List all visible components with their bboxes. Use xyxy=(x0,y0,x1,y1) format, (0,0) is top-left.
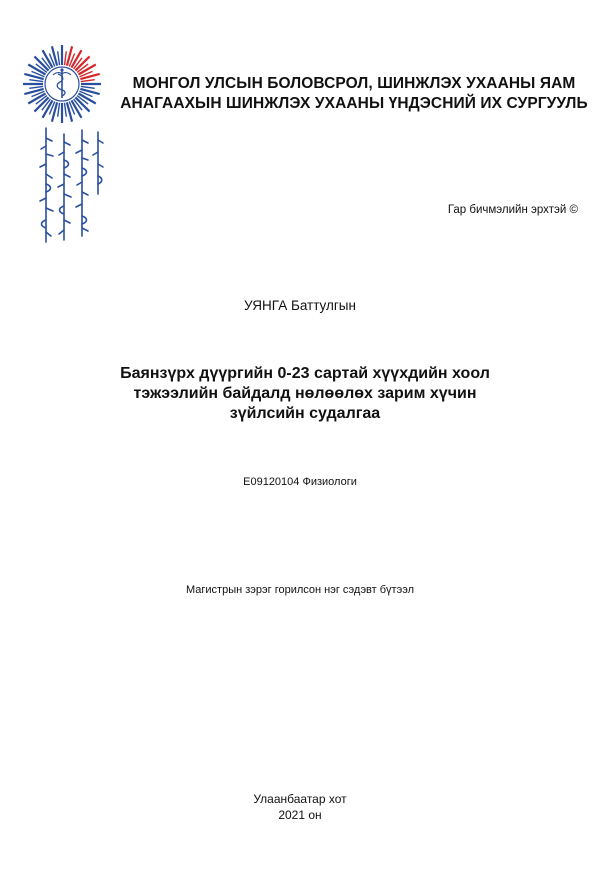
place-and-year xyxy=(0,791,600,823)
emblem-ray xyxy=(58,103,60,117)
ministry-line-1: МОНГОЛ УЛСЫН БОЛОВСРОЛ, ШИНЖЛЭХ УХААНЫ ЯАМ xyxy=(132,75,576,92)
emblem-ray xyxy=(81,80,95,82)
title-line-1: Баянзүрх дүүргийн 0-23 сартай хүүхдийн хоол xyxy=(120,365,490,382)
ministry-line-2: АНАГААХЫН ШИНЖЛЭХ УХААНЫ ҮНДЭСНИЙ ИХ СУРГУУЛЬ xyxy=(120,95,588,112)
emblem-ray xyxy=(64,51,66,65)
emblem-ray xyxy=(58,51,60,65)
emblem-ray xyxy=(29,80,43,82)
city: Улаанбаатар хот xyxy=(253,792,347,806)
emblem-ray xyxy=(29,86,43,88)
emblem-ray xyxy=(81,86,95,88)
title-line-3: зүйлсийн судалгаа xyxy=(229,405,381,422)
program-code: E09120104 Физиологи xyxy=(243,476,357,488)
emblem-ray xyxy=(64,103,66,117)
thesis-title xyxy=(60,364,550,424)
mongolian-script-icon xyxy=(34,124,106,244)
degree-statement: Магистрын зэрэг горилсон нэг сэдэвт бүтээл xyxy=(186,584,414,596)
author-name: УЯНГА Баттулгын xyxy=(244,298,356,313)
university-emblem-icon xyxy=(22,44,102,124)
year: 2021 он xyxy=(278,808,322,822)
ministry-header xyxy=(118,74,590,114)
copyright-notice: Гар бичмэлийн эрхтэй © xyxy=(447,204,578,216)
title-line-2: тэжээлийн байдалд нөлөөлөх зарим хүчин xyxy=(133,385,477,402)
